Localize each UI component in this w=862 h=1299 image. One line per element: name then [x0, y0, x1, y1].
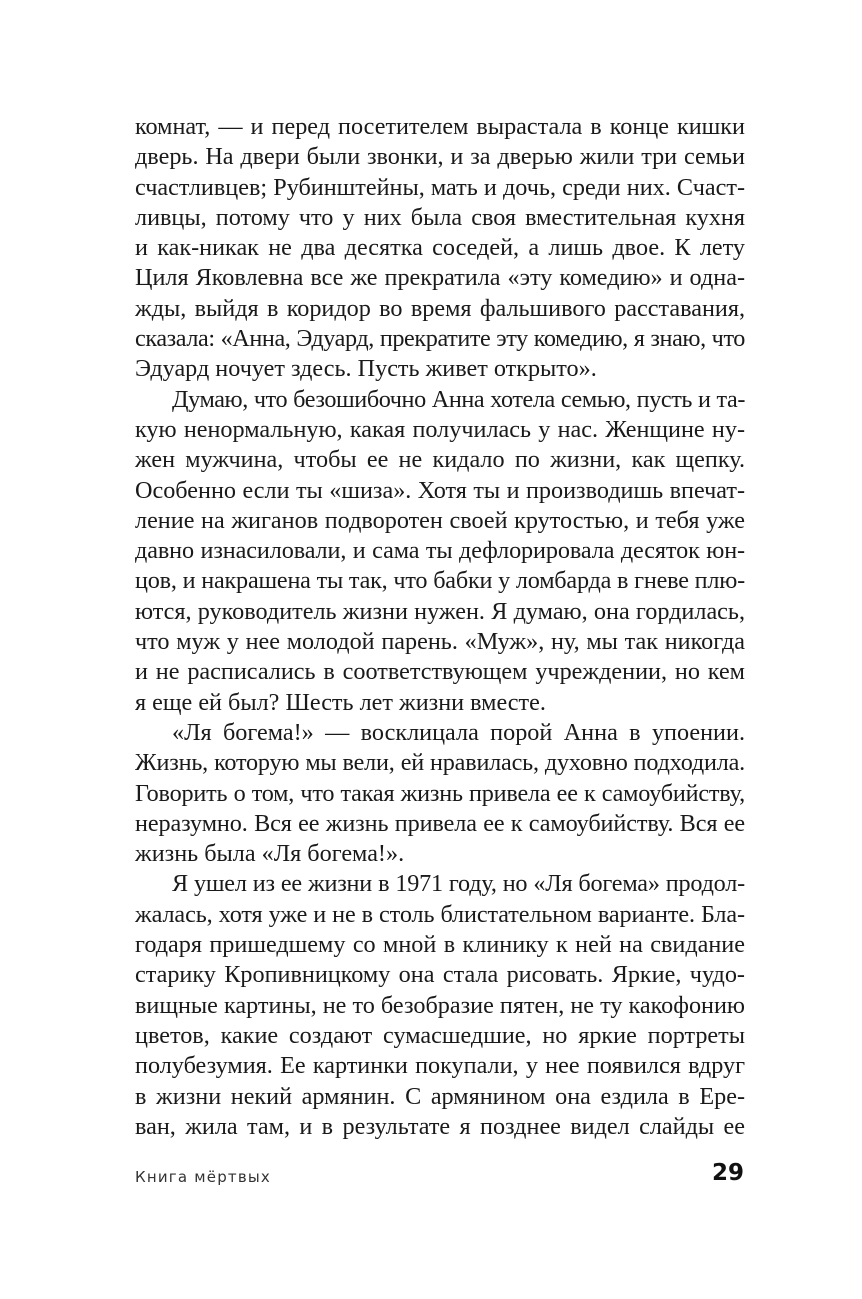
text-line: ливцы, потому что у них была своя вместительная кухня	[135, 203, 745, 231]
text-line: кую ненормальную, какая получилась у нас. Женщине ну-	[135, 415, 745, 443]
text-line: Думаю, что безошибочно Анна хотела семью, пусть и та-	[172, 385, 745, 413]
body-text	[135, 112, 745, 1142]
running-footer-title: Книга мёртвых	[135, 1168, 272, 1186]
text-line: и как-никак не два десятка соседей, а лишь двое. К лету	[135, 234, 745, 262]
text-line: что муж у нее молодой парень. «Муж», ну, мы так никогда	[135, 628, 745, 656]
text-line: Особенно если ты «шиза». Хотя ты и производишь впечат-	[135, 476, 745, 504]
text-line: Я ушел из ее жизни в 1971 году, но «Ля богема» продол-	[172, 870, 745, 898]
text-line: цветов, какие создают сумасшедшие, но яркие портреты	[135, 1021, 745, 1049]
text-line: полубезумия. Ее картинки покупали, у нее появился вдруг	[135, 1052, 745, 1080]
text-line: в жизни некий армянин. С армянином она ездила в Ере-	[135, 1082, 745, 1110]
text-line: ван, жила там, и в результате я позднее видел слайды ее	[135, 1112, 745, 1140]
text-line: ление на жиганов подворотен своей крутостью, и тебя уже	[135, 506, 745, 534]
text-line: жизнь была «Ля богема!».	[135, 840, 405, 868]
text-line: счастливцев; Рубинштейны, мать и дочь, среди них. Счаст-	[135, 173, 745, 201]
text-line: годаря пришедшему со мной в клинику к ней на свидание	[135, 931, 745, 959]
text-line: жен мужчина, чтобы ее не кидало по жизни, как щепку.	[135, 446, 745, 474]
text-line: старику Кропивницкому она стала рисовать. Яркие, чудо-	[135, 961, 745, 989]
text-line: давно изнасиловали, и сама ты дефлорировала десяток юн-	[135, 537, 745, 565]
text-line: комнат, — и перед посетителем вырастала в конце кишки	[135, 113, 745, 140]
text-line: Говорить о том, что такая жизнь привела ее к самоубийству,	[135, 779, 745, 807]
text-line: сказала: «Анна, Эдуард, прекратите эту комедию, я знаю, что	[135, 325, 745, 353]
text-line: жалась, хотя уже и не в столь блистательном варианте. Бла-	[135, 900, 745, 928]
text-line: Циля Яковлевна все же прекратила «эту комедию» и одна-	[135, 264, 745, 292]
text-line: вищные картины, не то безобразие пятен, не ту какофонию	[135, 991, 745, 1019]
text-line: Жизнь, которую мы вели, ей нравилась, духовно подходила.	[135, 749, 745, 777]
text-line: «Ля богема!» — восклицала порой Анна в упоении.	[172, 718, 745, 746]
text-line: дверь. На двери были звонки, и за дверью жили три семьи	[135, 143, 745, 171]
text-line: и не расписались в соответствующем учреждении, но кем	[135, 658, 745, 686]
text-line: цов, и накрашена ты так, что бабки у ломбарда в гневе плю-	[135, 567, 745, 595]
page-number: 29	[711, 1160, 744, 1186]
text-line: Эдуард ночует здесь. Пусть живет открыто».	[135, 355, 597, 383]
text-line: я еще ей был? Шесть лет жизни вместе.	[135, 688, 546, 716]
text-line: неразумно. Вся ее жизнь привела ее к самоубийству. Вся ее	[135, 809, 745, 837]
text-line: жды, выйдя в коридор во время фальшивого расставания,	[135, 294, 745, 322]
text-line: ются, руководитель жизни нужен. Я думаю, она гордилась,	[135, 597, 745, 625]
